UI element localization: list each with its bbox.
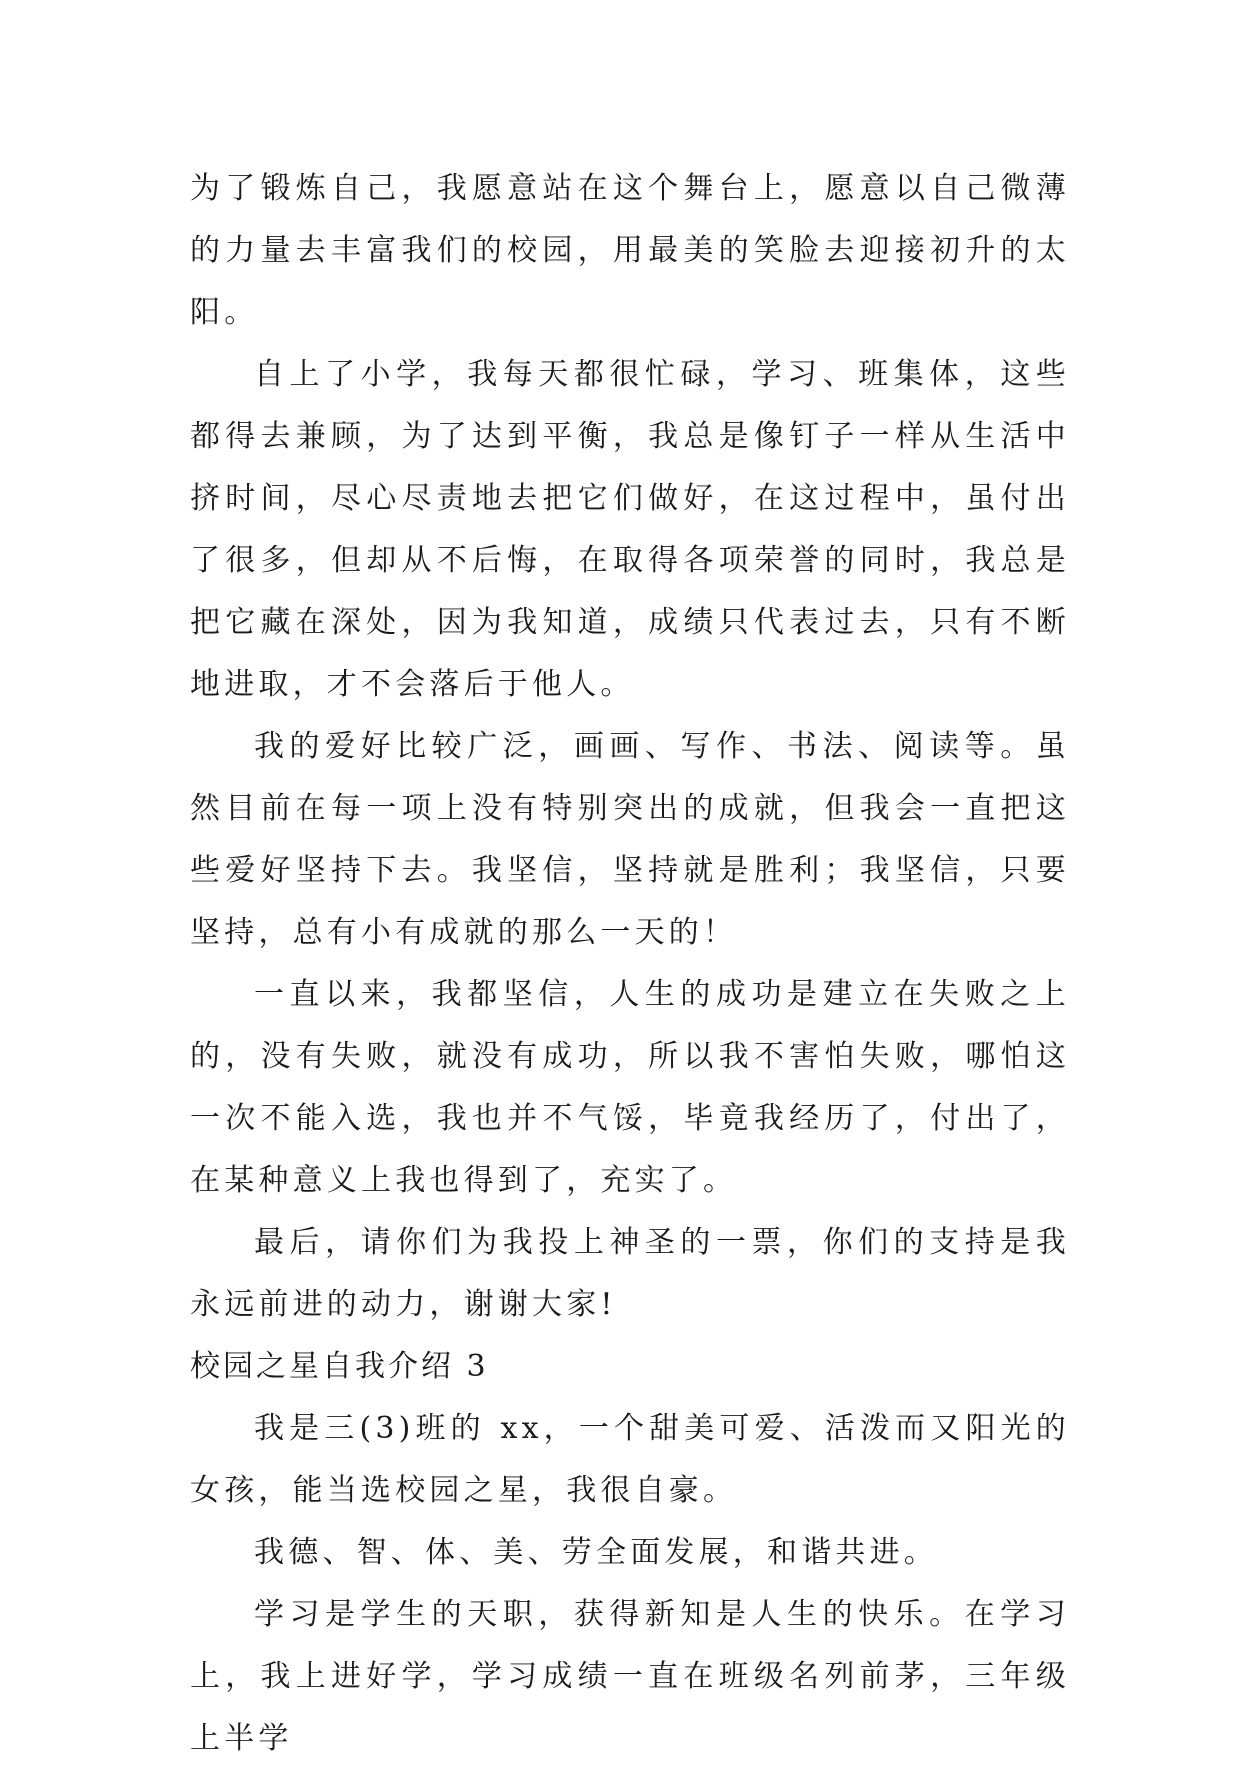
paragraph-success-failure: 一直以来，我都坚信，人生的成功是建立在失败之上的，没有失败，就没有成功，所以我不害怕失败，哪怕这一次不能入选，我也并不气馁，毕竟我经历了，付出了，在某种意义上我也得到了，充实了。 — [190, 977, 1070, 1198]
section-heading: 校园之星自我介绍 3 — [190, 1349, 489, 1384]
paragraph-all-round: 我德、智、体、美、劳全面发展，和谐共进。 — [254, 1535, 938, 1570]
paragraph-closing: 最后，请你们为我投上神圣的一票，你们的支持是我永远前进的动力，谢谢大家! — [190, 1225, 1070, 1322]
paragraph-study: 学习是学生的天职，获得新知是人生的快乐。在学习上，我上进好学，学习成绩一直在班级名列前茅，三年级上半学 — [190, 1597, 1070, 1756]
document-body — [190, 158, 1070, 1770]
paragraph-school-life: 自上了小学，我每天都很忙碌，学习、班集体，这些都得去兼顾，为了达到平衡，我总是像钉子一样从生活中挤时间，尽心尽责地去把它们做好，在这过程中，虽付出了很多，但却从不后悔，在取得各项荣誉的同时，我总是把它藏在深处，因为我知道，成绩只代表过去，只有不断地进取，才不会落后于他人。 — [190, 357, 1070, 702]
paragraph-hobbies: 我的爱好比较广泛，画画、写作、书法、阅读等。虽然目前在每一项上没有特别突出的成就，但我会一直把这些爱好坚持下去。我坚信，坚持就是胜利；我坚信，只要坚持，总有小有成就的那么一天的！ — [190, 729, 1070, 950]
paragraph-introduction: 我是三(3)班的 xx，一个甜美可爱、活泼而又阳光的女孩，能当选校园之星，我很自豪。 — [190, 1411, 1070, 1508]
paragraph-continuation: 为了锻炼自己，我愿意站在这个舞台上，愿意以自己微薄的力量去丰富我们的校园，用最美的笑脸去迎接初升的太阳。 — [190, 171, 1070, 330]
